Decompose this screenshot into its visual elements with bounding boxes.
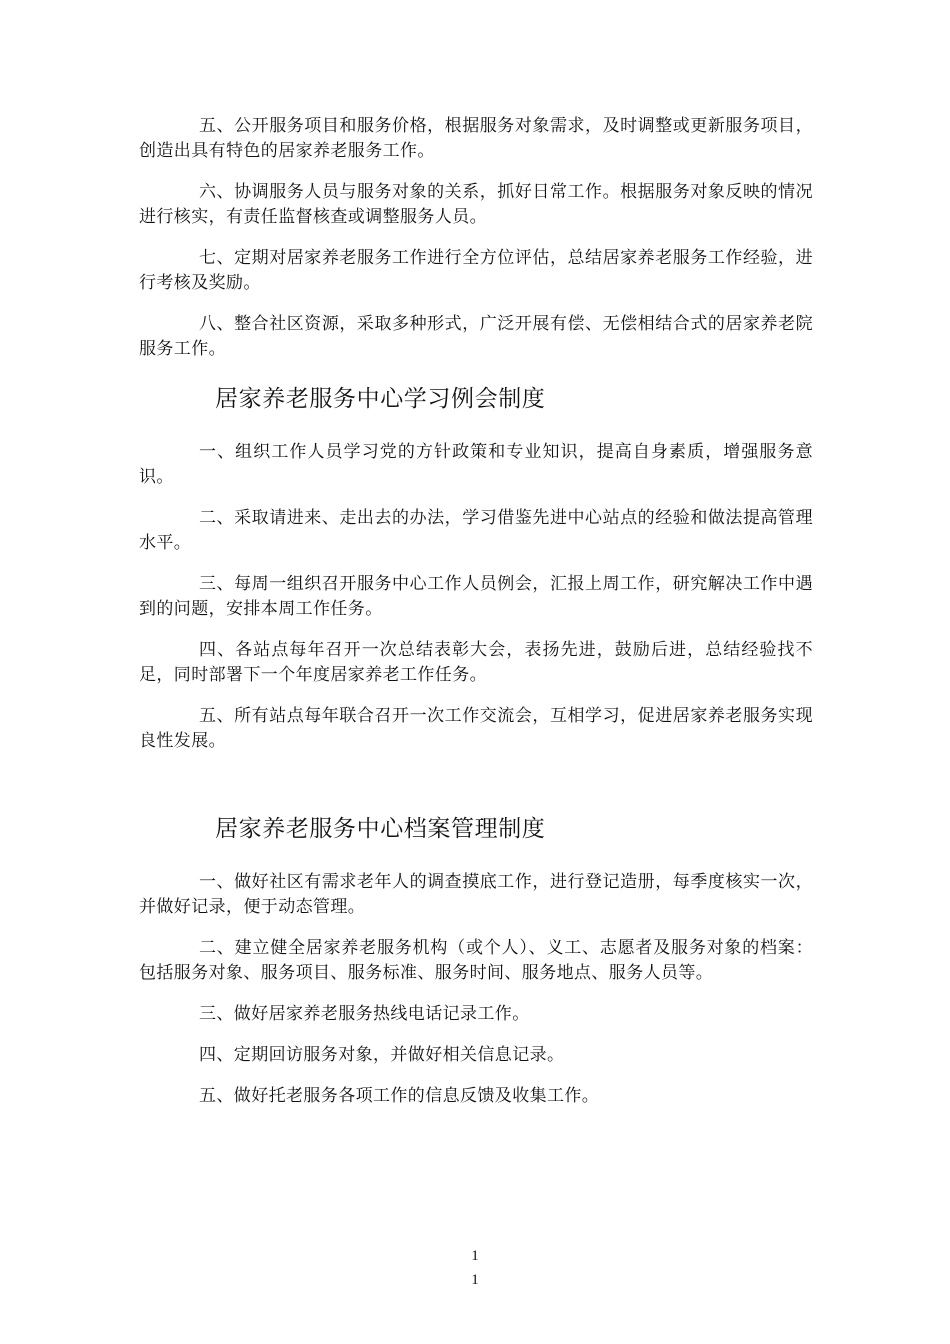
section-title-archive: 居家养老服务中心档案管理制度: [215, 816, 546, 842]
section-archive: [139, 814, 813, 1109]
section-title-study: 居家养老服务中心学习例会制度: [215, 386, 546, 412]
paragraph: 七、定期对居家养老服务工作进行全方位评估，总结居家养老服务工作经验，进行考核及奖励。: [139, 248, 813, 293]
section-study: [139, 384, 813, 754]
paragraph: 一、做好社区有需求老年人的调查摸底工作，进行登记造册，每季度核实一次，并做好记录，便于动态管理。: [139, 872, 813, 917]
paragraph: 六、协调服务人员与服务对象的关系，抓好日常工作。根据服务对象反映的情况进行核实，有责任监督核查或调整服务人员。: [139, 182, 813, 227]
paragraph: 三、每周一组织召开服务中心工作人员例会，汇报上周工作，研究解决工作中遇到的问题，安排本周工作任务。: [139, 574, 813, 619]
page-number: 1: [471, 1272, 479, 1288]
paragraph: 四、定期回访服务对象，并做好相关信息记录。: [199, 1045, 565, 1065]
paragraph: 三、做好居家养老服务热线电话记录工作。: [199, 1004, 530, 1024]
paragraph: 五、所有站点每年联合召开一次工作交流会，互相学习，促进居家养老服务实现良性发展。: [139, 706, 813, 751]
paragraph: 五、公开服务项目和服务价格，根据服务对象需求，及时调整或更新服务项目，创造出具有特色的居家养老服务工作。: [139, 116, 813, 161]
paragraph: 八、整合社区资源，采取多种形式，广泛开展有偿、无偿相结合式的居家养老院服务工作。: [139, 314, 813, 359]
document-body: [139, 114, 813, 1125]
paragraph: 四、各站点每年召开一次总结表彰大会，表扬先进，鼓励后进，总结经验找不足，同时部署下一个年度居家养老工作任务。: [139, 640, 813, 685]
paragraph: 五、做好托老服务各项工作的信息反馈及收集工作。: [199, 1086, 600, 1106]
paragraph: 一、组织工作人员学习党的方针政策和专业知识，提高自身素质，增强服务意识。: [139, 442, 813, 487]
section-intro: [139, 114, 813, 362]
paragraph: 二、建立健全居家养老服务机构（或个人）、义工、志愿者及服务对象的档案：包括服务对象、服务项目、服务标准、服务时间、服务地点、服务人员等。: [139, 938, 813, 983]
paragraph: 二、采取请进来、走出去的办法，学习借鉴先进中心站点的经验和做法提高管理水平。: [139, 508, 813, 553]
page-number: 1: [471, 1248, 479, 1264]
